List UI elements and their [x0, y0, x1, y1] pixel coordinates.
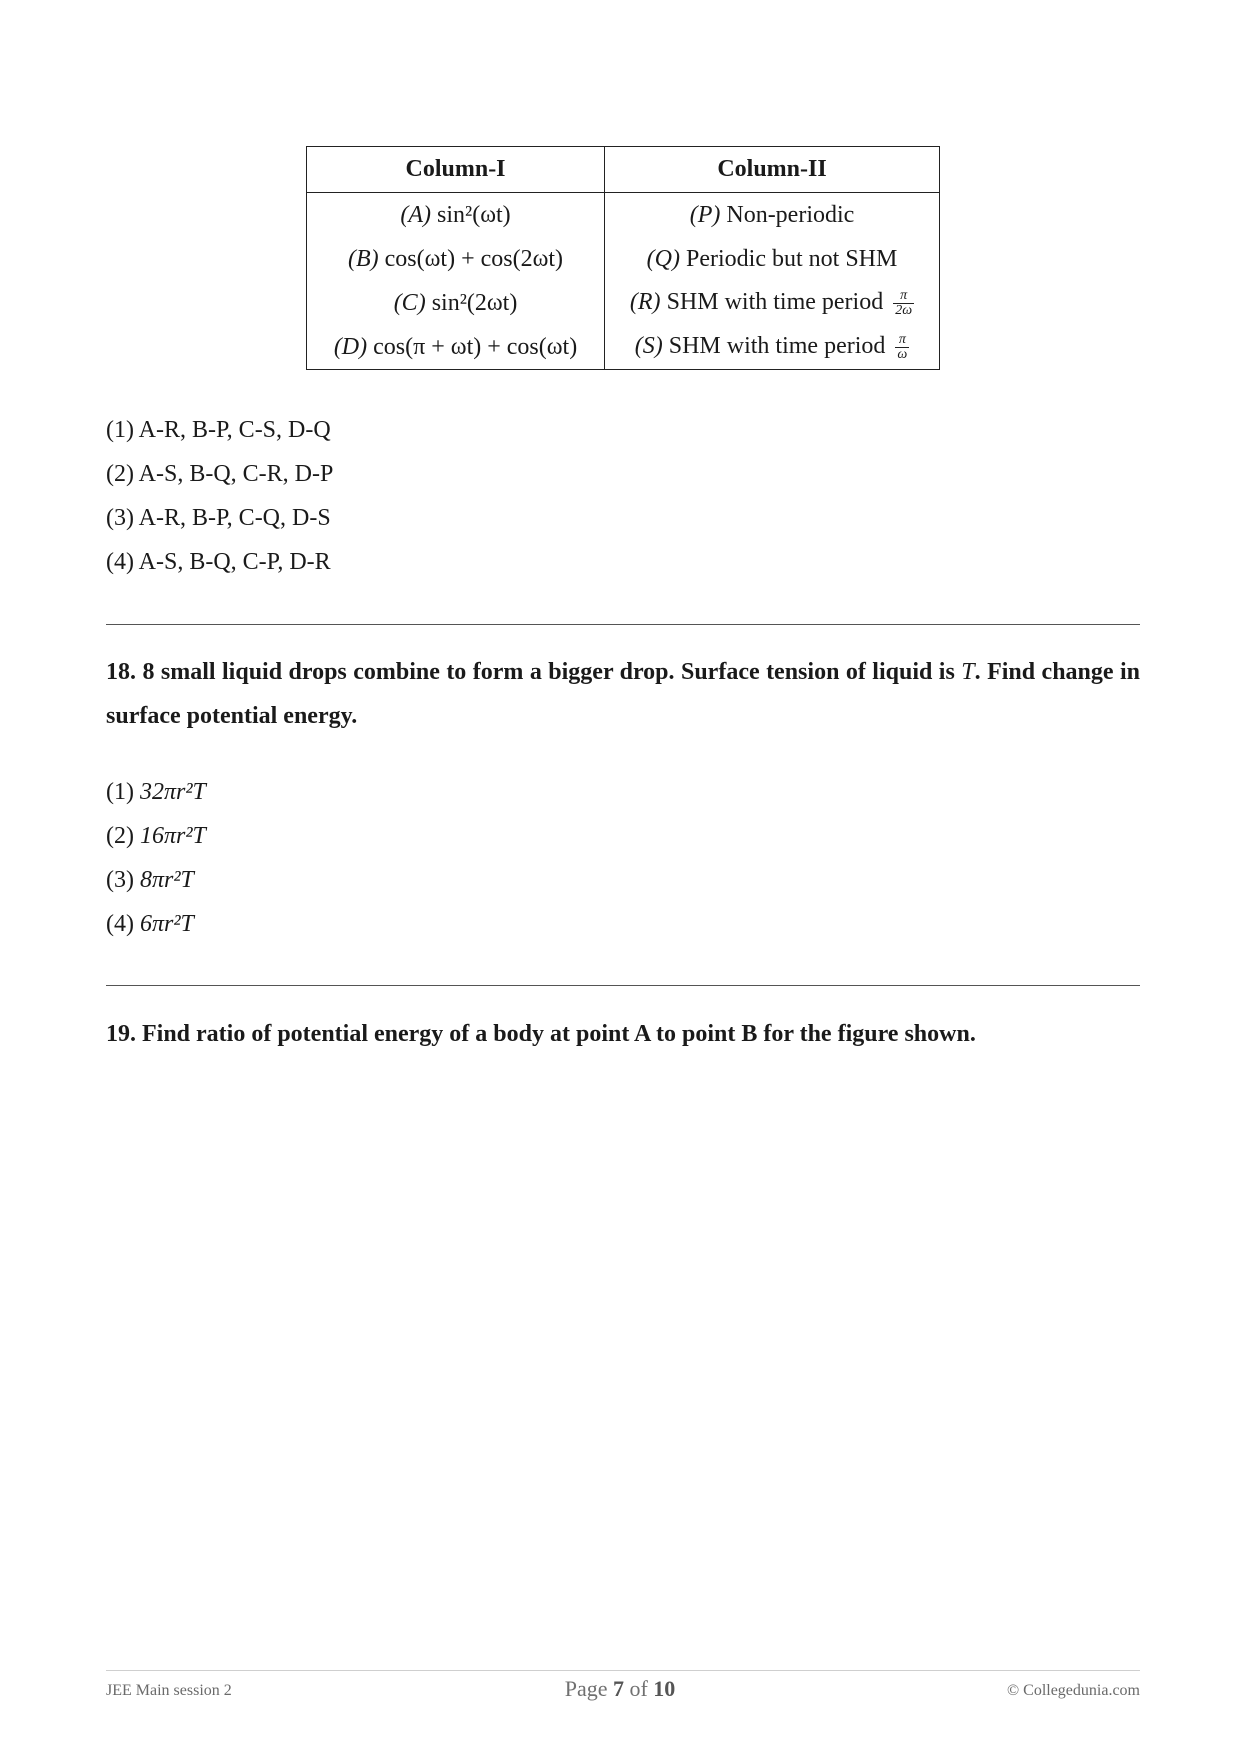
answer-option[interactable] [106, 858, 206, 902]
question-18 [106, 650, 1140, 738]
item-expression: cos(π + ωt) + cos(ωt) [373, 333, 578, 360]
table-row [307, 237, 940, 281]
column-1-header: Column-I [307, 147, 605, 193]
item-text: Periodic but not SHM [686, 245, 898, 272]
page-prefix: Page [564, 1676, 608, 1701]
q17-options [106, 408, 333, 584]
question-number: 19. [106, 1021, 136, 1047]
item-label: (A) [400, 201, 432, 228]
question-text: Find ratio of potential energy of a body at point A to point B for the figure shown. [142, 1021, 976, 1047]
item-label: (B) [347, 245, 379, 272]
fraction-numerator: π [895, 333, 909, 348]
column-2-cell [605, 193, 940, 238]
answer-option[interactable]: (4) A-S, B-Q, C-P, D-R [106, 549, 331, 575]
answer-option[interactable]: (2) A-S, B-Q, C-R, D-P [106, 461, 334, 487]
option-label: (3) [106, 867, 134, 893]
option-value: 6πr²T [139, 911, 194, 937]
item-expression: cos(ωt) + cos(2ωt) [384, 245, 564, 272]
item-expression: sin²(ωt) [437, 201, 511, 228]
option-value: 32πr²T [139, 779, 206, 805]
column-1-cell [307, 237, 605, 281]
item-label: (R) [629, 288, 661, 315]
table-row [307, 281, 940, 325]
fraction-denominator: ω [897, 346, 908, 362]
item-label: (C) [393, 289, 426, 316]
table-row [307, 325, 940, 370]
column-1-cell [307, 193, 605, 238]
column-2-cell [605, 325, 940, 370]
table-row [307, 193, 940, 238]
footer-copyright: © Collegedunia.com [1006, 1682, 1140, 1699]
answer-option[interactable] [106, 770, 206, 814]
answer-option[interactable] [106, 902, 206, 946]
column-1-cell [307, 281, 605, 325]
column-2-cell [605, 281, 940, 325]
table-header-row [307, 147, 940, 193]
question-19 [106, 1012, 1140, 1056]
q18-options [106, 770, 206, 946]
item-label: (D) [333, 333, 368, 360]
answer-option[interactable]: (3) A-R, B-P, C-Q, D-S [106, 505, 331, 531]
column-2-cell [605, 237, 940, 281]
item-text: SHM with time period [668, 332, 886, 359]
question-text: 8 small liquid drops combine to form a bigger drop. Surface tension of liquid is [142, 659, 955, 685]
column-2-header: Column-II [605, 147, 940, 193]
page-of: of [629, 1676, 648, 1701]
fraction-numerator: π [893, 289, 914, 304]
option-value: 16πr²T [139, 823, 206, 849]
item-text: SHM with time period [666, 288, 884, 315]
matching-table [306, 146, 940, 370]
answer-option[interactable] [106, 814, 206, 858]
option-label: (2) [106, 823, 134, 849]
question-text-end: . Find change in surface potential energy. [106, 659, 1141, 729]
time-period-fraction [895, 333, 909, 362]
divider [106, 624, 1140, 625]
option-value: 8πr²T [139, 867, 194, 893]
symbol-t: T [961, 659, 975, 685]
column-1-cell [307, 325, 605, 370]
footer-exam-name: JEE Main session 2 [106, 1682, 232, 1699]
footer-divider [106, 1670, 1140, 1671]
divider [106, 985, 1140, 986]
question-number: 18. [106, 659, 136, 685]
item-label: (Q) [646, 245, 680, 272]
page-current: 7 [612, 1676, 624, 1701]
option-label: (4) [106, 911, 134, 937]
item-label: (S) [634, 332, 663, 359]
item-label: (P) [689, 201, 721, 228]
fraction-denominator: 2ω [895, 302, 913, 318]
option-label: (1) [106, 779, 134, 805]
item-text: Non-periodic [726, 201, 855, 228]
page-total: 10 [653, 1676, 676, 1701]
answer-option[interactable]: (1) A-R, B-P, C-S, D-Q [106, 417, 331, 443]
time-period-fraction [893, 289, 914, 318]
item-expression: sin²(2ωt) [431, 289, 518, 316]
